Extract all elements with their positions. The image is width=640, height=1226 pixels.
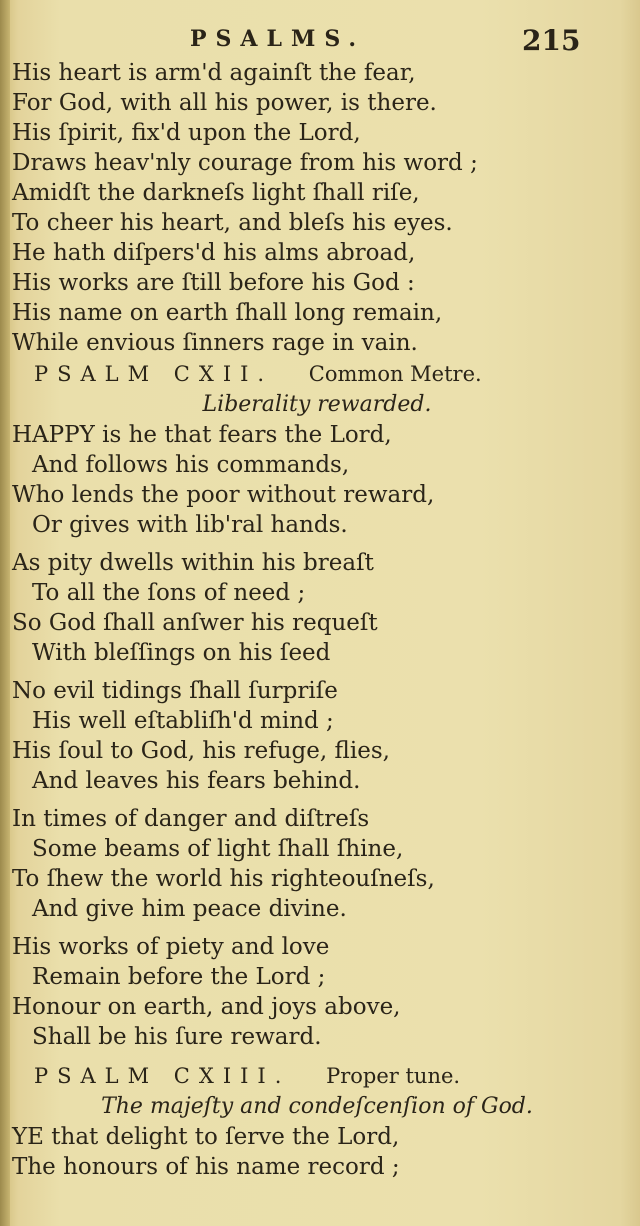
- psalm-meter: Proper tune.: [326, 1064, 461, 1088]
- page-number: 215: [522, 24, 581, 57]
- stanza: [12, 420, 622, 540]
- verse-line: Or gives with lib'ral hands.: [32, 512, 348, 538]
- verse-line: Shall be his ſure reward.: [32, 1024, 322, 1050]
- psalm-number: PSALM CXIII.: [34, 1064, 291, 1088]
- psalm-meter: Common Metre.: [308, 362, 482, 386]
- verse-line: His ſpirit, fix'd upon the Lord,: [12, 120, 361, 146]
- verse-line: His well eſtabliſh'd mind ;: [32, 708, 334, 734]
- page-header: [0, 24, 640, 60]
- verse-line: To all the ſons of need ;: [32, 580, 306, 606]
- psalm-number: PSALM CXII.: [34, 362, 274, 386]
- verse-line: Amidſt the darkneſs light ſhall riſe,: [12, 180, 420, 206]
- verse-line: Honour on earth, and joys above,: [12, 994, 401, 1020]
- stanza: [12, 58, 622, 118]
- verse-line: And give him peace divine.: [32, 896, 347, 922]
- page-gutter: [0, 0, 10, 1226]
- psalm-heading: [12, 1060, 622, 1092]
- stanza: [12, 932, 622, 1052]
- page-body: [12, 58, 622, 1182]
- stanza: [12, 804, 622, 924]
- verse-line: Who lends the poor without reward,: [12, 482, 435, 508]
- verse-line: To cheer his heart, and bleſs his eyes.: [12, 210, 453, 236]
- verse-line: YE that delight to ſerve the Lord,: [12, 1124, 400, 1150]
- stanza: [12, 548, 622, 668]
- stanza: [12, 676, 622, 796]
- verse-line: And leaves his fears behind.: [32, 768, 361, 794]
- verse-line: As pity dwells within his breaſt: [12, 550, 374, 576]
- verse-line: In times of danger and diſtreſs: [12, 806, 370, 832]
- verse-line: So God ſhall anſwer his requeſt: [12, 610, 378, 636]
- verse-line: He hath diſpers'd his alms abroad,: [12, 240, 416, 266]
- verse-line: With bleſſings on his ſeed: [32, 640, 331, 666]
- psalm-heading: [12, 358, 622, 390]
- stanza: [12, 238, 622, 358]
- psalm-subtitle: Liberality rewarded.: [202, 392, 432, 417]
- psalm-subtitle: The majeſty and condeſcenſion of God.: [101, 1094, 533, 1119]
- stanza: [12, 118, 622, 238]
- verse-line: For God, with all his power, is there.: [12, 90, 437, 116]
- running-head: PSALMS.: [190, 26, 366, 52]
- verse-line: Remain before the Lord ;: [32, 964, 326, 990]
- verse-line: His heart is arm'd againſt the fear,: [12, 60, 416, 86]
- verse-line: And follows his commands,: [32, 452, 350, 478]
- verse-line: His works are ſtill before his God :: [12, 270, 415, 296]
- verse-line: While envious ſinners rage in vain.: [12, 330, 418, 356]
- verse-line: Some beams of light ſhall ſhine,: [32, 836, 404, 862]
- stanza: [12, 1122, 622, 1182]
- verse-line: To ſhew the world his righteouſneſs,: [12, 866, 435, 892]
- verse-line: His ſoul to God, his refuge, flies,: [12, 738, 390, 764]
- verse-line: His works of piety and love: [12, 934, 330, 960]
- verse-line: The honours of his name record ;: [12, 1154, 400, 1180]
- verse-line: No evil tidings ſhall ſurpriſe: [12, 678, 338, 704]
- verse-line: His name on earth ſhall long remain,: [12, 300, 443, 326]
- verse-line: Draws heav'nly courage from his word ;: [12, 150, 478, 176]
- verse-line: HAPPY is he that fears the Lord,: [12, 422, 392, 448]
